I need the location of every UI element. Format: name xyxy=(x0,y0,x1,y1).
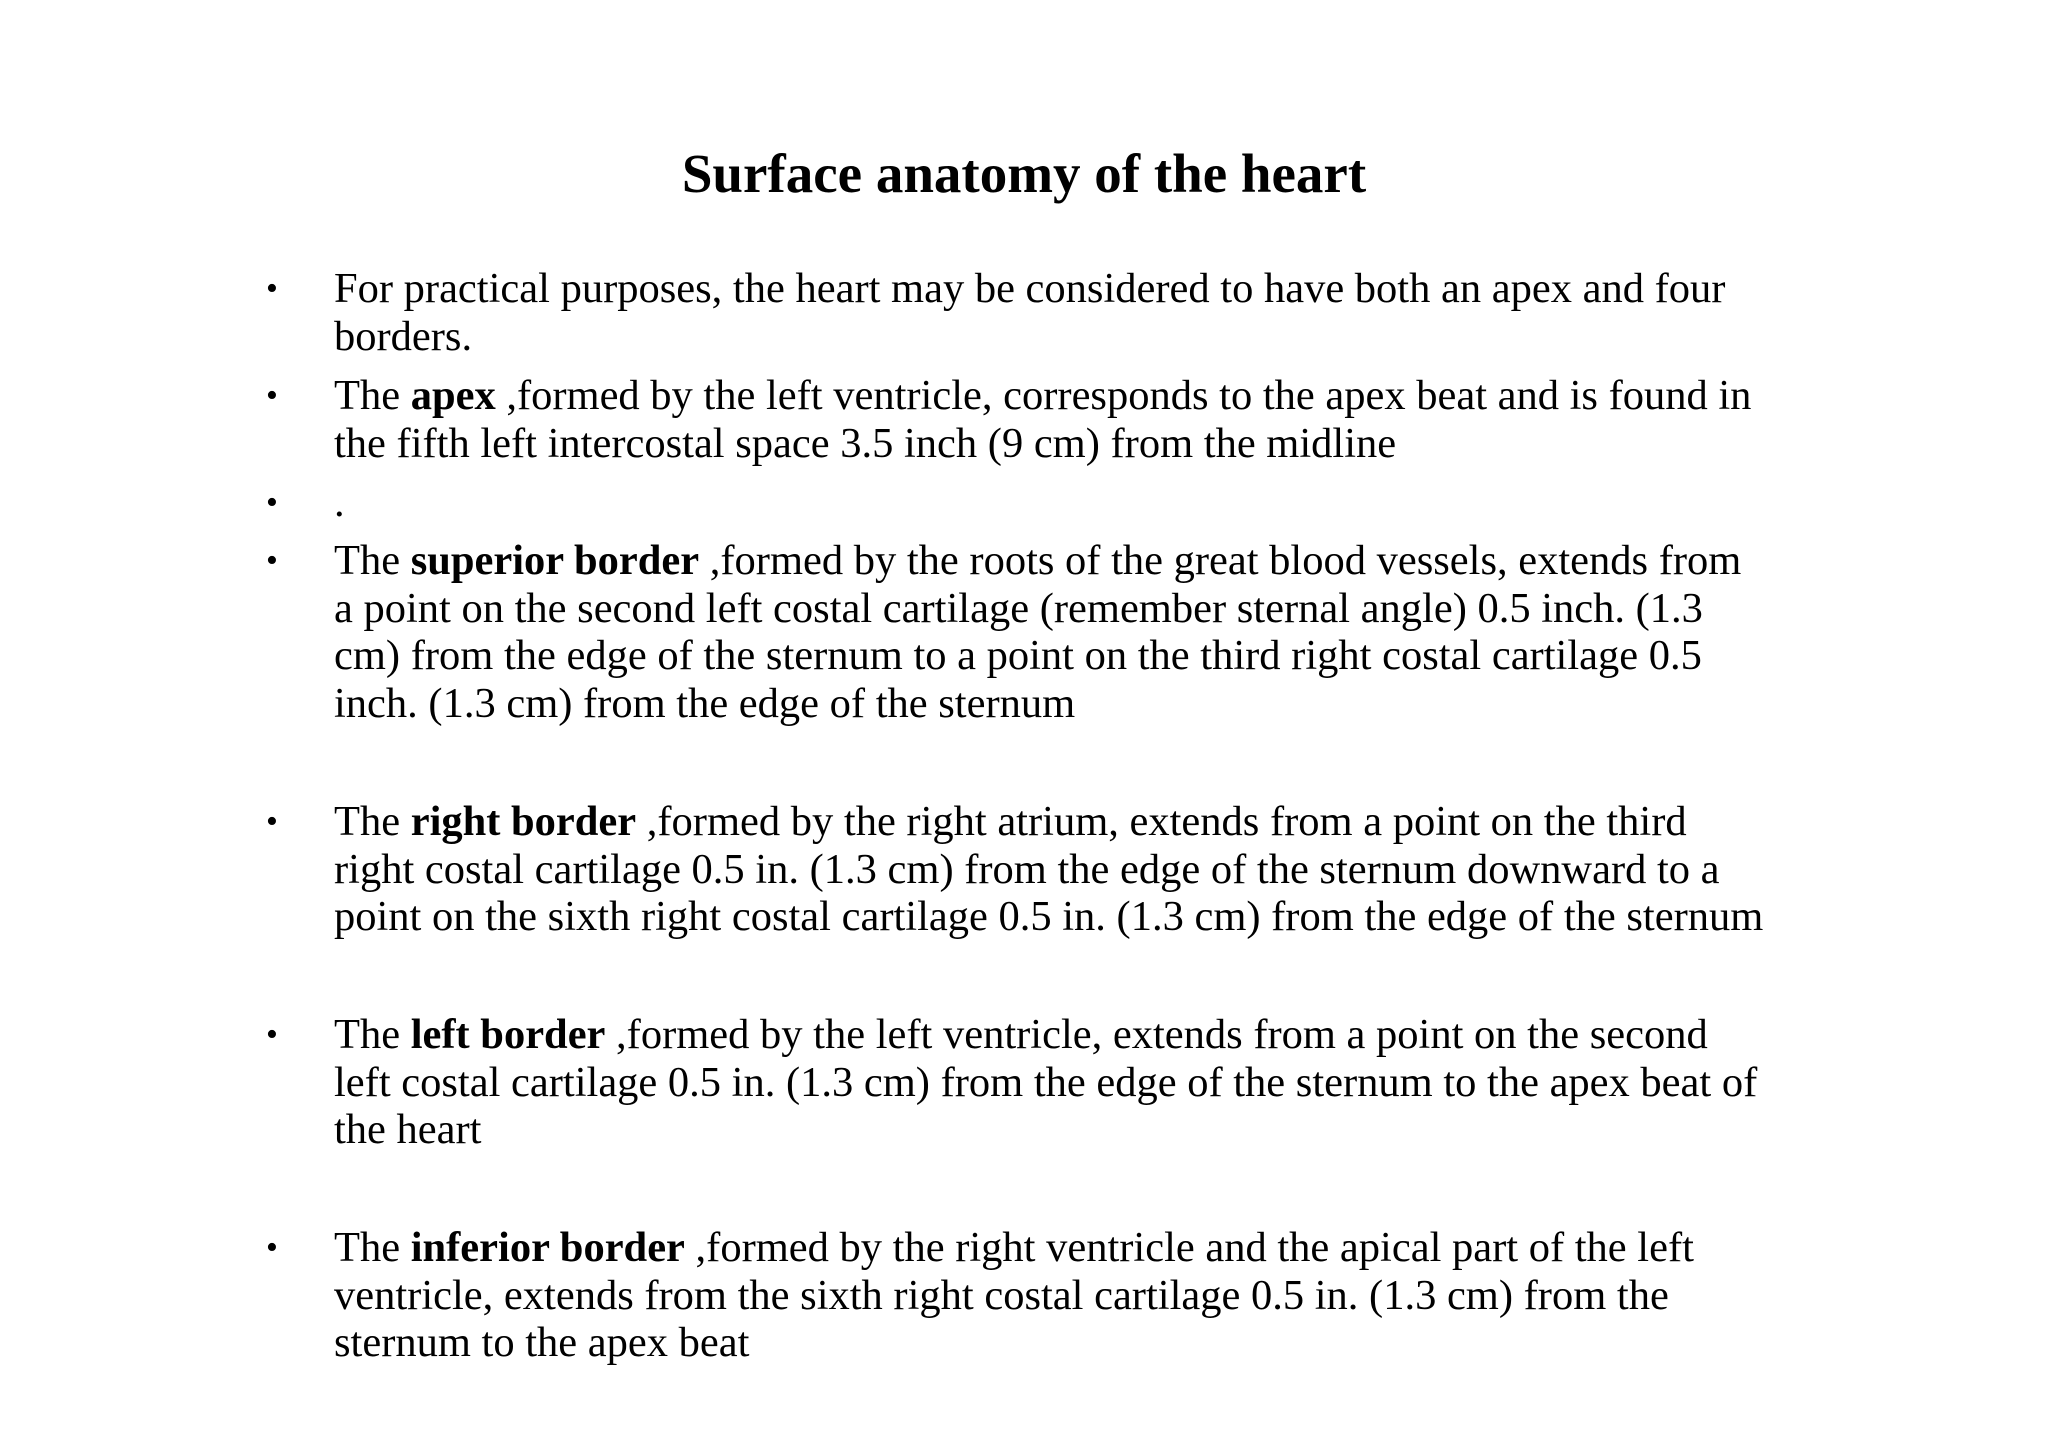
bullet-line xyxy=(334,1224,1844,1272)
bullet-line: For practical purposes, the heart may be considered to have both an apex and four xyxy=(334,265,1726,312)
term-inferior-border: inferior border xyxy=(410,1224,685,1271)
bullet-line: . xyxy=(334,479,345,526)
bullet-line xyxy=(334,1011,1844,1059)
slide-title: Surface anatomy of the heart xyxy=(681,143,1367,204)
bullet-line: cm) from the edge of the sternum to a point on the third right costal cartilage 0.5 xyxy=(334,632,1702,679)
term-right-border: right border xyxy=(410,798,637,845)
bullet-item-inferior-border xyxy=(266,1224,1844,1367)
bullet-dot-icon: • xyxy=(266,270,278,307)
bullet-item-right-border xyxy=(266,798,1844,941)
bullet-dot-icon: • xyxy=(266,542,278,579)
bullet-prefix: The xyxy=(334,537,411,584)
bullet-prefix: The xyxy=(334,798,411,845)
bullet-line: inch. (1.3 cm) from the edge of the sternum xyxy=(334,679,1076,727)
bullet-line: a point on the second left costal cartilage (remember sternal angle) 0.5 inch. (1.3 xyxy=(334,584,1703,632)
bullet-line: left costal cartilage 0.5 in. (1.3 cm) from the edge of the sternum to the apex beat of xyxy=(334,1058,1758,1106)
bullet-dot-icon: • xyxy=(266,1229,278,1266)
term-left-border: left border xyxy=(410,1011,606,1058)
bullet-line: sternum to the apex beat xyxy=(334,1319,750,1366)
bullet-text: ,formed by the right ventricle and the apical part of the left xyxy=(684,1224,1694,1271)
bullet-line: ventricle, extends from the sixth right costal cartilage 0.5 in. (1.3 cm) from the xyxy=(334,1271,1669,1319)
bullet-line: point on the sixth right costal cartilage 0.5 in. (1.3 cm) from the edge of the sternum xyxy=(334,893,1764,940)
bullet-text: ,formed by the roots of the great blood vessels, extends from xyxy=(699,537,1742,584)
bullet-prefix: The xyxy=(334,1011,411,1058)
bullet-text: ,formed by the right atrium, extends from a point on the third xyxy=(636,798,1687,845)
bullet-dot-icon: • xyxy=(266,377,278,414)
bullet-prefix: The xyxy=(334,1224,411,1271)
bullet-item-apex xyxy=(266,372,1844,467)
bullet-item-empty xyxy=(266,479,1844,527)
bullet-line: right costal cartilage 0.5 in. (1.3 cm) from the edge of the sternum downward to a xyxy=(334,845,1720,893)
bullet-item-superior-border xyxy=(266,537,1844,727)
term-superior-border: superior border xyxy=(410,537,700,584)
term-apex: apex xyxy=(410,372,496,419)
bullet-line: the heart xyxy=(334,1106,482,1153)
bullet-item-left-border xyxy=(266,1011,1844,1154)
bullet-dot-icon: • xyxy=(266,803,278,840)
bullet-line xyxy=(334,537,1844,585)
bullet-dot-icon: • xyxy=(266,1016,278,1053)
bullet-text: ,formed by the left ventricle, extends from a point on the second xyxy=(605,1011,1708,1058)
bullet-line xyxy=(334,798,1844,846)
bullet-line: the fifth left intercostal space 3.5 inch (9 cm) from the midline xyxy=(334,419,1397,467)
bullet-item-intro xyxy=(266,265,1844,360)
bullet-text: ,formed by the left ventricle, corresponds to the apex beat and is found in xyxy=(495,372,1752,419)
bullet-line: borders. xyxy=(334,312,473,360)
bullet-prefix: The xyxy=(334,372,411,419)
bullet-line xyxy=(334,372,1844,420)
bullet-dot-icon: • xyxy=(266,484,278,521)
